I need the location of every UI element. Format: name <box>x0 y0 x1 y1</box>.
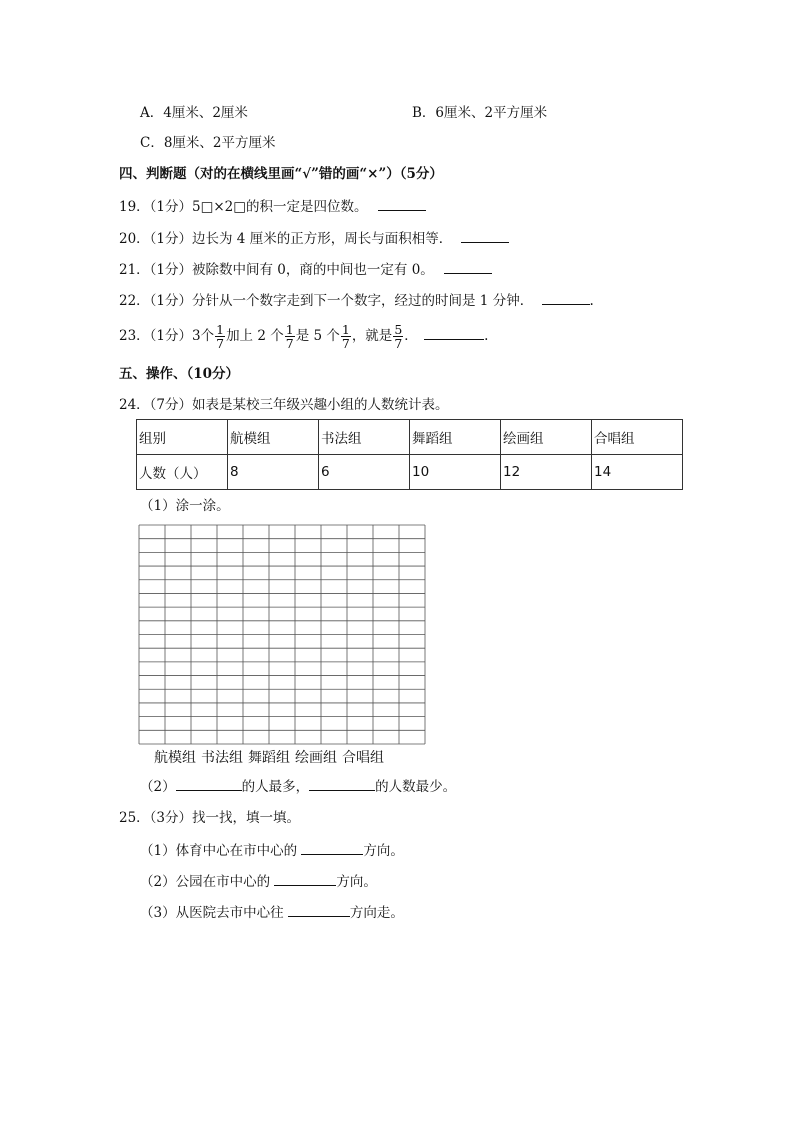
grid-label: 书法组 <box>201 750 243 766</box>
question-23-period: . <box>484 328 489 344</box>
table-cell: 书法组 <box>319 420 410 455</box>
question-24-part-1: （1）涂一涂。 <box>140 498 230 514</box>
grid-lines <box>139 525 425 744</box>
question-25-part-2 <box>140 871 377 892</box>
section-4-heading: 四、判断题（对的在横线里画“√”错的画“×”）（5分） <box>119 166 443 182</box>
option-b: B．6厘米、2平方厘米 <box>412 105 548 121</box>
answer-blank-25-3[interactable] <box>288 902 350 917</box>
question-21 <box>119 259 492 280</box>
question-20 <box>119 228 509 249</box>
question-24-part-2 <box>140 776 456 797</box>
answer-blank-22[interactable] <box>542 290 590 305</box>
fraction-1 <box>215 323 225 350</box>
answer-blank-20[interactable] <box>461 228 509 243</box>
question-25-part-3-prefix: （3）从医院去市中心往 <box>140 905 288 921</box>
question-23-mid2: 是 5 个 <box>295 328 340 344</box>
fraction-4-numerator: 5 <box>394 322 403 337</box>
question-25-part-2-end: 方向。 <box>336 874 377 890</box>
question-23-prefix: 23．（1分）3个 <box>119 328 215 344</box>
table-cell: 6 <box>319 455 410 490</box>
table-cell: 组别 <box>137 420 228 455</box>
table-cell: 航模组 <box>228 420 319 455</box>
question-25-part-3 <box>140 902 404 923</box>
question-24-part-2-prefix: （2） <box>140 779 176 795</box>
answer-blank-25-1[interactable] <box>301 840 363 855</box>
answer-blank-most[interactable] <box>176 776 242 791</box>
grid-x-labels <box>154 747 389 767</box>
question-23-mid3: ，就是 <box>351 328 393 344</box>
table-row <box>137 455 683 490</box>
table-cell: 14 <box>592 455 683 490</box>
stats-table <box>136 419 683 490</box>
question-21-text: 21．（1分）被除数中间有 0，商的中间也一定有 0。 <box>119 262 434 278</box>
question-22-period: . <box>589 293 594 309</box>
answer-blank-21[interactable] <box>444 259 492 274</box>
question-23-mid1: 加上 2 个 <box>226 328 284 344</box>
table-cell: 10 <box>410 455 501 490</box>
fraction-2-numerator: 1 <box>285 322 294 337</box>
question-24-part-2-end: 的人数最少。 <box>375 779 457 795</box>
answer-blank-23[interactable] <box>424 325 484 340</box>
question-25-part-1-end: 方向。 <box>363 843 404 859</box>
table-header-row <box>137 420 683 455</box>
fraction-4 <box>393 323 403 350</box>
grid-label: 绘画组 <box>295 750 337 766</box>
coloring-grid[interactable] <box>138 524 428 746</box>
fraction-1-numerator: 1 <box>216 322 225 337</box>
section-5-heading: 五、操作、（10分） <box>119 366 240 382</box>
question-22 <box>119 290 594 311</box>
fraction-2 <box>285 323 295 350</box>
grid-label: 舞蹈组 <box>248 750 290 766</box>
fraction-3-denominator: 7 <box>341 336 350 351</box>
table-cell: 人数（人） <box>137 455 228 490</box>
question-25-part-1 <box>140 840 404 861</box>
grid-label: 航模组 <box>154 750 196 766</box>
question-24-part-2-mid: 的人最多， <box>241 779 310 795</box>
fraction-3-numerator: 1 <box>341 322 350 337</box>
question-23-end: ． <box>404 328 418 344</box>
option-a: A．4厘米、2厘米 <box>140 105 248 121</box>
table-cell: 舞蹈组 <box>410 420 501 455</box>
table-cell: 绘画组 <box>501 420 592 455</box>
answer-blank-19[interactable] <box>378 196 426 211</box>
question-20-text: 20．（1分）边长为 4 厘米的正方形，周长与面积相等． <box>119 231 453 247</box>
question-24: 24．（7分）如表是某校三年级兴趣小组的人数统计表。 <box>119 397 449 413</box>
question-25-part-1-prefix: （1）体育中心在市中心的 <box>140 843 302 859</box>
grid-label: 合唱组 <box>342 750 384 766</box>
fraction-1-denominator: 7 <box>216 336 225 351</box>
option-c: C．8厘米、2平方厘米 <box>140 135 276 151</box>
question-25-part-2-prefix: （2）公园在市中心的 <box>140 874 275 890</box>
question-25-part-3-end: 方向走。 <box>349 905 404 921</box>
fraction-4-denominator: 7 <box>394 336 403 351</box>
table-cell: 12 <box>501 455 592 490</box>
question-25: 25．（3分）找一找，填一填。 <box>119 810 301 826</box>
question-23 <box>119 322 488 350</box>
fraction-2-denominator: 7 <box>285 336 294 351</box>
answer-blank-25-2[interactable] <box>274 871 336 886</box>
table-cell: 合唱组 <box>592 420 683 455</box>
question-19 <box>119 196 426 217</box>
answer-blank-least[interactable] <box>309 776 375 791</box>
table-cell: 8 <box>228 455 319 490</box>
question-19-text: 19．（1分）5□×2□的积一定是四位数。 <box>119 199 368 215</box>
fraction-3 <box>341 323 351 350</box>
question-22-text: 22．（1分）分针从一个数字走到下一个数字，经过的时间是 1 分钟． <box>119 293 534 309</box>
